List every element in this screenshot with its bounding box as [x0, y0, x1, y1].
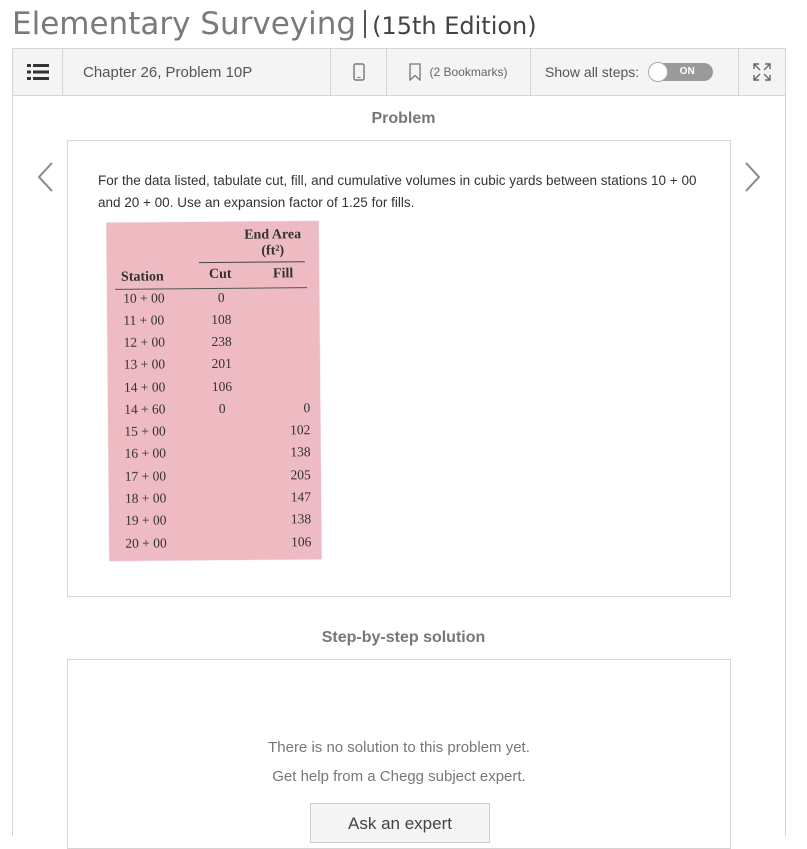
station-cell: 15 + 00: [124, 423, 166, 439]
table-header-end-area: [217, 227, 329, 260]
fill-cell: 147: [269, 489, 311, 505]
chapter-selector[interactable]: [63, 49, 331, 95]
chevron-left-icon[interactable]: [34, 160, 58, 194]
show-steps-toggle[interactable]: [649, 63, 713, 81]
mobile-view-button[interactable]: [331, 49, 387, 95]
fill-cell: 138: [268, 444, 310, 460]
fill-cell: 205: [269, 467, 311, 483]
station-cell: 20 + 00: [125, 535, 167, 551]
bookmarks-label: (2 Bookmarks): [429, 65, 507, 79]
problem-box: [67, 140, 731, 597]
tablet-icon: [353, 63, 365, 81]
bookmark-icon: [409, 63, 421, 81]
book-edition: (15th Edition): [372, 12, 537, 40]
table-row: [108, 444, 320, 468]
bookmarks-button[interactable]: [387, 49, 531, 95]
table-row: [109, 534, 321, 558]
fill-cell: 138: [269, 511, 311, 527]
list-menu-icon: [27, 63, 49, 81]
station-cell: 17 + 00: [125, 468, 167, 484]
table-row: [109, 511, 321, 535]
end-area-label: End Area: [217, 227, 329, 244]
show-steps-control: [531, 49, 739, 95]
cut-cell: 238: [196, 334, 248, 350]
chevron-right-icon[interactable]: [740, 160, 764, 194]
table-row: [108, 378, 320, 402]
solution-heading: Step-by-step solution: [0, 629, 807, 647]
table-row: [108, 422, 320, 446]
station-cell: 19 + 00: [125, 512, 167, 528]
solution-box: [67, 659, 731, 849]
station-cell: 13 + 00: [124, 356, 166, 372]
show-steps-label: Show all steps:: [545, 64, 639, 80]
fill-cell: 0: [268, 400, 310, 416]
ask-expert-button[interactable]: Ask an expert: [310, 803, 490, 843]
toolbar: [12, 48, 786, 96]
station-cell: 14 + 60: [124, 401, 166, 417]
table-row: [107, 311, 319, 335]
column-header-cut: Cut: [209, 267, 232, 283]
table-row: [107, 289, 319, 313]
fill-cell: 102: [268, 422, 310, 438]
toggle-label: ON: [668, 66, 695, 77]
station-cell: 12 + 00: [124, 334, 166, 350]
problem-heading: Problem: [0, 110, 807, 128]
fill-cell: 106: [269, 534, 311, 550]
cut-cell: 0: [196, 401, 248, 417]
cut-cell: 201: [196, 356, 248, 372]
fullscreen-button[interactable]: [739, 49, 785, 95]
column-header-station: Station: [121, 269, 164, 285]
header-divider: [199, 261, 305, 263]
table-row: [108, 355, 320, 379]
cut-cell: 108: [195, 312, 247, 328]
column-header-fill: Fill: [273, 266, 293, 282]
book-title-main: Elementary Surveying: [12, 6, 356, 42]
problem-statement: For the data listed, tabulate cut, fill, and cumulative volumes in cubic yards between stations 10 + 00 and 20 + 00. Use an expansion factor of 1.25 for fills.: [98, 170, 718, 214]
no-solution-message: There is no solution to this problem yet.: [68, 739, 730, 756]
chapter-label: Chapter 26, Problem 10P: [83, 64, 252, 81]
expand-icon: [752, 62, 772, 82]
table-row: [109, 489, 321, 513]
table-row: [109, 467, 321, 491]
menu-button[interactable]: [13, 49, 63, 95]
table-row: [108, 400, 320, 424]
station-cell: 10 + 00: [123, 290, 165, 306]
book-title: [12, 2, 537, 46]
toggle-knob: [648, 62, 668, 82]
title-separator: [364, 10, 366, 38]
units-label: (ft²): [217, 243, 329, 260]
station-cell: 14 + 00: [124, 379, 166, 395]
table-row: [108, 333, 320, 357]
cut-cell: 0: [195, 290, 247, 306]
end-area-table-image: [107, 221, 322, 561]
station-cell: 16 + 00: [124, 445, 166, 461]
station-cell: 11 + 00: [123, 312, 164, 328]
cut-cell: 106: [196, 379, 248, 395]
get-help-message: Get help from a Chegg subject expert.: [68, 768, 730, 785]
station-cell: 18 + 00: [125, 490, 167, 506]
